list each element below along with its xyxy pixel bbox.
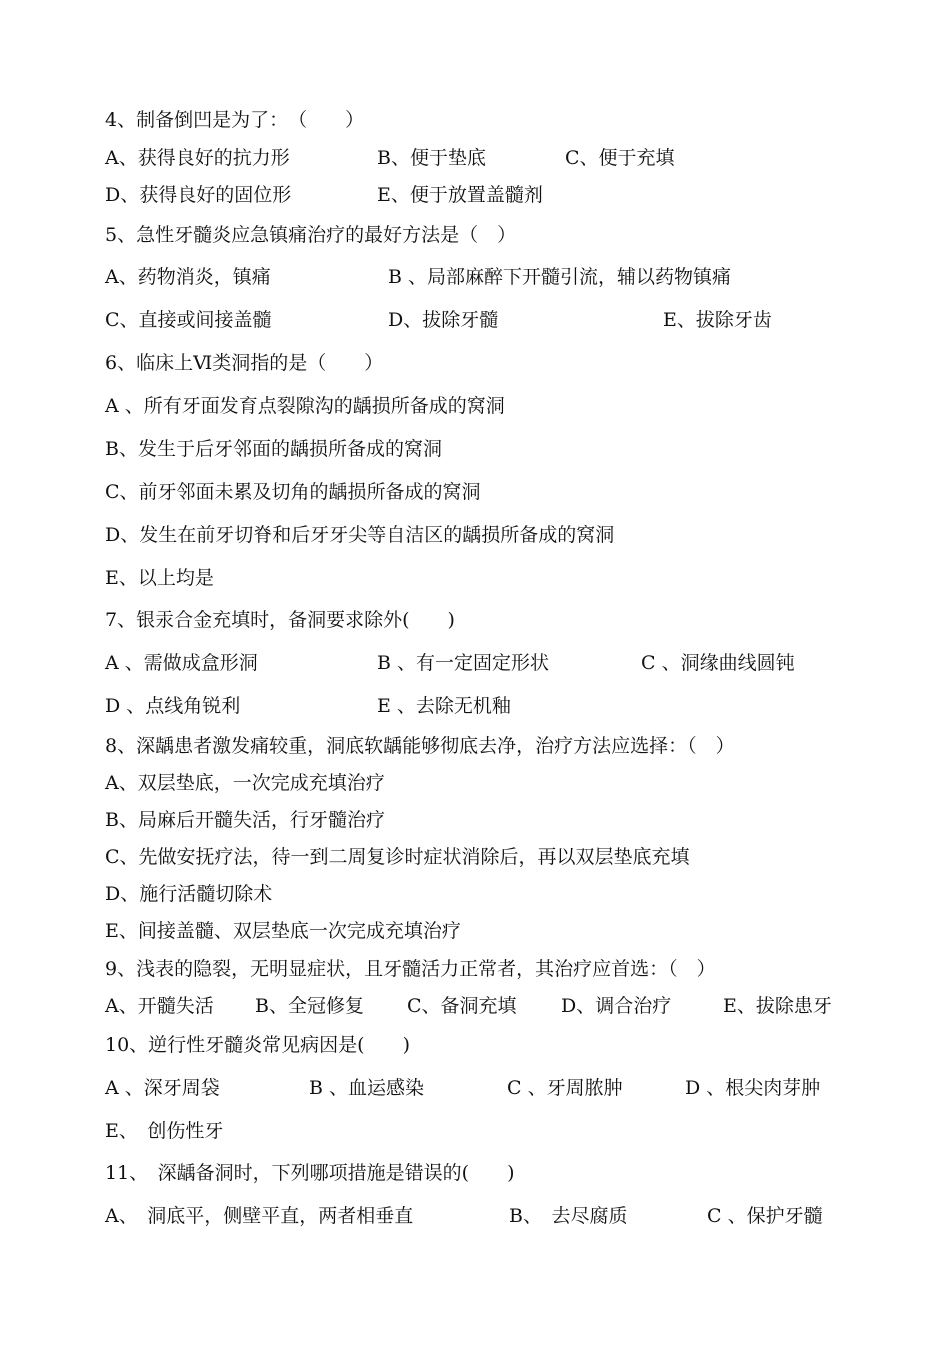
- option: D、调合治疗: [561, 995, 672, 1017]
- option-row: [105, 1074, 821, 1102]
- option: B 、有一定固定形状: [377, 652, 550, 674]
- option-row: [105, 692, 511, 720]
- question-stem: 10、逆行性牙髓炎常见病因是( ): [105, 1034, 411, 1056]
- option-row: [105, 144, 675, 172]
- option-row: [105, 263, 732, 291]
- option-row: [105, 306, 772, 334]
- option: A、双层垫底，一次完成充填治疗: [105, 772, 385, 794]
- option: E 、去除无机釉: [377, 695, 511, 717]
- option: D、获得良好的固位形: [105, 184, 292, 206]
- question-stem: 4、制备倒凹是为了： （ ）: [105, 109, 365, 131]
- option: C、直接或间接盖髓: [105, 309, 272, 331]
- question-stem: 7、银汞合金充填时，备洞要求除外( ): [105, 609, 455, 631]
- option-row: [105, 181, 543, 209]
- option: C 、保护牙髓: [707, 1205, 823, 1227]
- option: A、获得良好的抗力形: [105, 147, 290, 169]
- option: C、前牙邻面未累及切角的龋损所备成的窝洞: [105, 481, 481, 503]
- option: C 、牙周脓肿: [507, 1077, 623, 1099]
- option-row: [105, 1202, 823, 1230]
- option: D 、根尖肉芽肿: [685, 1077, 821, 1099]
- question-stem: 11、 深龋备洞时，下列哪项措施是错误的( ): [105, 1162, 515, 1184]
- option: E、拔除患牙: [723, 995, 832, 1017]
- option: B、 去尽腐质: [509, 1205, 628, 1227]
- option: D 、点线角锐利: [105, 695, 241, 717]
- option-row: [105, 992, 832, 1020]
- option: C、备洞充填: [407, 995, 517, 1017]
- option: B 、血运感染: [309, 1077, 425, 1099]
- option: E、拔除牙齿: [663, 309, 772, 331]
- question-stem: 8、深龋患者激发痛较重，洞底软龋能够彻底去净，治疗方法应选择：（ ）: [105, 735, 735, 757]
- question-stem: 6、临床上Ⅵ类洞指的是（ ）: [105, 352, 384, 374]
- option: D、发生在前牙切脊和后牙牙尖等自洁区的龋损所备成的窝洞: [105, 524, 615, 546]
- option: D、施行活髓切除术: [105, 883, 273, 905]
- option-row: [105, 1117, 224, 1145]
- option: B 、局部麻醉下开髓引流，辅以药物镇痛: [388, 266, 732, 288]
- option: B、全冠修复: [255, 995, 364, 1017]
- option-row: [105, 649, 795, 677]
- option: B、局麻后开髓失活，行牙髓治疗: [105, 809, 385, 831]
- option: A 、深牙周袋: [105, 1077, 220, 1099]
- option: E、以上均是: [105, 567, 214, 589]
- option: B、便于垫底: [377, 147, 486, 169]
- option: E、 创伤性牙: [105, 1120, 224, 1142]
- option: C、便于充填: [565, 147, 675, 169]
- option: B、发生于后牙邻面的龋损所备成的窝洞: [105, 438, 442, 460]
- option: A、开髓失活: [105, 995, 214, 1017]
- option: E、便于放置盖髓剂: [377, 184, 543, 206]
- option: C、先做安抚疗法，待一到二周复诊时症状消除后，再以双层垫底充填: [105, 846, 690, 868]
- option: A 、所有牙面发育点裂隙沟的龋损所备成的窝洞: [105, 395, 505, 417]
- option: C 、洞缘曲线圆钝: [641, 652, 795, 674]
- question-stem: 9、浅表的隐裂，无明显症状，且牙髓活力正常者，其治疗应首选：（ ）: [105, 958, 716, 980]
- option: A、药物消炎，镇痛: [105, 266, 271, 288]
- option: E、间接盖髓、双层垫底一次完成充填治疗: [105, 920, 461, 942]
- option: A、 洞底平，侧壁平直，两者相垂直: [105, 1205, 414, 1227]
- option: D、拔除牙髓: [388, 309, 499, 331]
- question-stem: 5、急性牙髓炎应急镇痛治疗的最好方法是（ ）: [105, 224, 517, 246]
- option: A 、需做成盒形洞: [105, 652, 258, 674]
